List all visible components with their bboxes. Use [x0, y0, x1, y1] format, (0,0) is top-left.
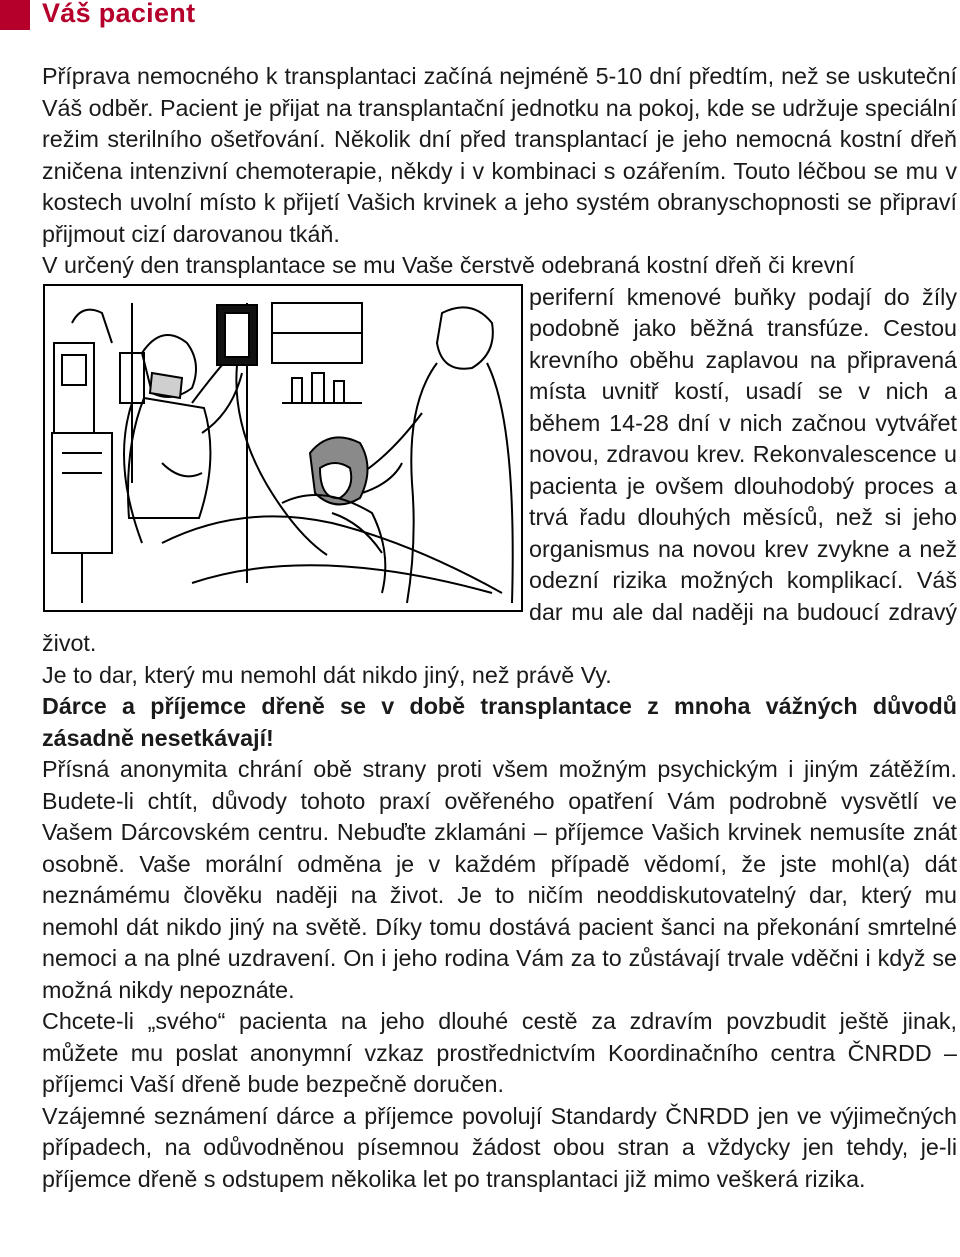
paragraph-anonymous-message: Chcete-li „svého“ pacienta na jeho dlouhé cestě za zdravím povzbudit ještě jinak, můžete mu poslat anonymní vzkaz prostřednictvím Koordinačního centra ČNRDD – příjemci Vaší dřeně bude bezpečně doručen. — [42, 1008, 957, 1097]
paragraph-anonymity-notice: Dárce a příjemce dřeně se v době transplantace z mnoha vážných důvodů zásadně nesetkávají! — [42, 693, 957, 751]
heading-marker — [0, 0, 30, 30]
paragraph-transplant-day — [42, 250, 957, 660]
paragraph-meeting-rules: Vzájemné seznámení dárce a příjemce povolují Standardy ČNRDD jen ve výjimečných případech, na odůvodněnou písemnou žádost obou stran a vždycky jen tehdy, je-li příjemce dřeně s odstupem několika let po transplantaci již mimo veškerá rizika. — [42, 1102, 957, 1192]
paragraph-preparation: Příprava nemocného k transplantaci začíná nejméně 5-10 dní předtím, než se uskuteční Váš odběr. Pacient je přijat na transplantační jednotku na pokoj, kde se udržuje speciální režim sterilního ošetřování. Několik dní před transplantací je jeho nemocná kostní dřeň zničena intenzivní chemoterapie, někdy i v kombinaci s ozářením. Touto léčbou se mu v kostech uvolní místo k přijetí Vašich krvinek a jeho systém obranyschopnosti se připraví přijmout cizí darovanou tkáň. — [42, 63, 957, 247]
illustration-drawing — [42, 283, 524, 613]
paragraph-transplant-day-lead: V určený den transplantace se mu Vaše čerstvě odebraná kostní dřeň či krevní — [42, 252, 855, 278]
patient-transplant-illustration — [42, 283, 529, 613]
paragraph-transplant-day-continuation: periferní kmenové buňky podají do žíly podobně jako běžná transfúze. Cestou krevního oběhu zaplavou na připravená místa uvnitř kostí, usadí se v nich a během 14-28 dní v nich začnou vytvářet novou, zdravou krev. Rekonvalescence u pacienta je ovšem dlouhodobý proces a trvá řadu dlouhých měsíců, než si jeho organismus na novou krev zvykne a než odezní rizika možných komplikací. Váš dar mu ale dal naději na budoucí zdravý život. — [42, 283, 957, 656]
paragraph-unique-gift: Je to dar, který mu nemohl dát nikdo jiný, než právě Vy. — [42, 661, 612, 688]
article-body — [42, 61, 957, 1195]
paragraph-anonymity-explanation: Přísná anonymita chrání obě strany proti všem možným psychickým i jiným zátěžím. Budete-li chtít, důvody tohoto praxí ověřeného opatření Vám podrobně vysvětlí ve Vašem Dárcovském centru. Nebuďte zklamáni – příjemce Vašich krvinek nemusíte znát osobně. Vaše morální odměna je v každém případě vědomí, že jste mohl(a) dát neznámému člověku naději na život. Je to ničím neoddiskutovatelný dar, který mu nemohl dát nikdo jiný na světě. Díky tomu dostává pacient šanci na překonání smrtelné nemoci a na plné uzdravení. On i jeho rodina Vám za to zůstávají trvale vděčni i když se možná nikdy nepoznáte. — [42, 756, 957, 1003]
page-title: Váš pacient — [42, 0, 196, 28]
